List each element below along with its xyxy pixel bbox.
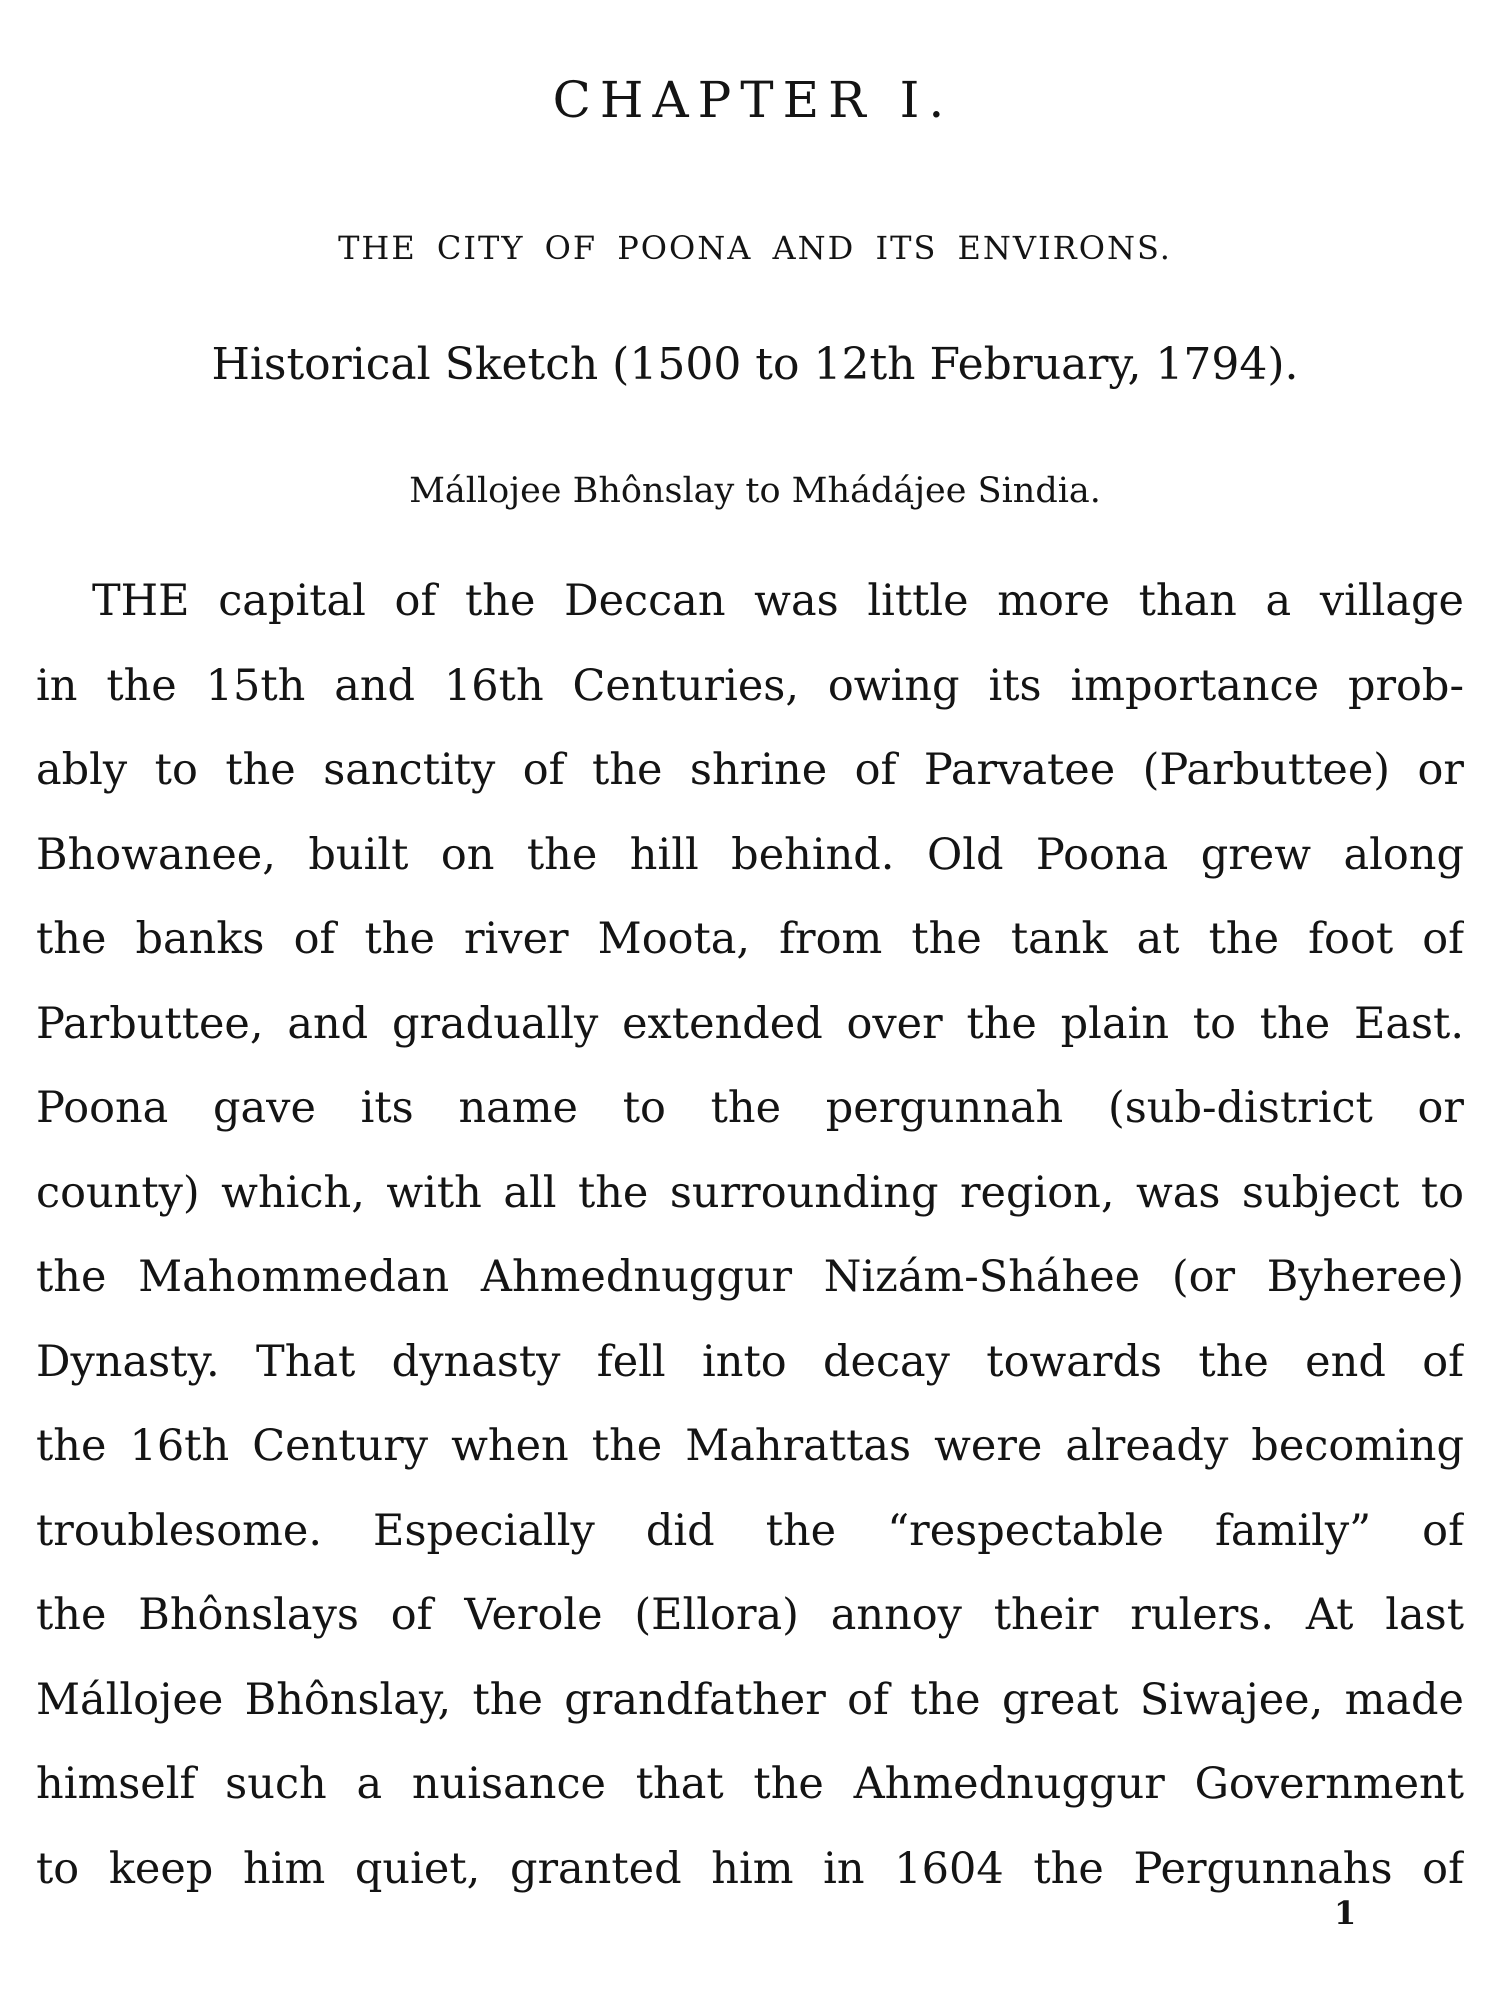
- paragraph-line: Mállojee Bhônslay, the grandfather of the great Siwajee, made: [36, 1674, 1464, 1725]
- body-paragraph: [36, 570, 1464, 1922]
- paragraph-line: himself such a nuisance that the Ahmednuggur Government: [36, 1759, 1464, 1809]
- paragraph-line: in the 15th and 16th Centuries, owing its importance prob-: [36, 660, 1464, 711]
- paragraph-line: Poona gave its name to the pergunnah (sub-district or: [36, 1083, 1464, 1133]
- paragraph-line: the Mahommedan Ahmednuggur Nizám-Sháhee (or Byheree): [36, 1252, 1464, 1302]
- historical-sketch-title: Historical Sketch (1500 to 12th February, 1794).: [211, 339, 1299, 390]
- paragraph-line: the Bhônslays of Verole (Ellora) annoy their rulers. At last: [36, 1590, 1464, 1640]
- paragraph-line: the banks of the river Moota, from the tank at the foot of: [36, 914, 1464, 964]
- page-number: 1: [1334, 1894, 1357, 1932]
- paragraph-line: the 16th Century when the Mahrattas were already becoming: [36, 1421, 1464, 1471]
- paragraph-line: Dynasty. That dynasty fell into decay towards the end of: [36, 1336, 1464, 1387]
- paragraph-line: THE capital of the Deccan was little more than a village: [92, 576, 1464, 626]
- paragraph-line: to keep him quiet, granted him in 1604 the Pergunnahs of: [36, 1843, 1464, 1894]
- paragraph-line: Parbuttee, and gradually extended over the plain to the East.: [36, 998, 1464, 1049]
- section-title: THE CITY OF POONA AND ITS ENVIRONS.: [338, 229, 1172, 267]
- chapter-heading: CHAPTER I.: [552, 71, 954, 129]
- paragraph-line: troublesome. Especially did the “respectable family” of: [36, 1505, 1464, 1556]
- paragraph-line: Bhowanee, built on the hill behind. Old Poona grew along: [36, 829, 1464, 880]
- chapter-subtitle: Mállojee Bhônslay to Mhádájee Sindia.: [409, 471, 1101, 511]
- paragraph-line: county) which, with all the surrounding region, was subject to: [36, 1167, 1464, 1218]
- paragraph-line: ably to the sanctity of the shrine of Parvatee (Parbuttee) or: [36, 745, 1464, 795]
